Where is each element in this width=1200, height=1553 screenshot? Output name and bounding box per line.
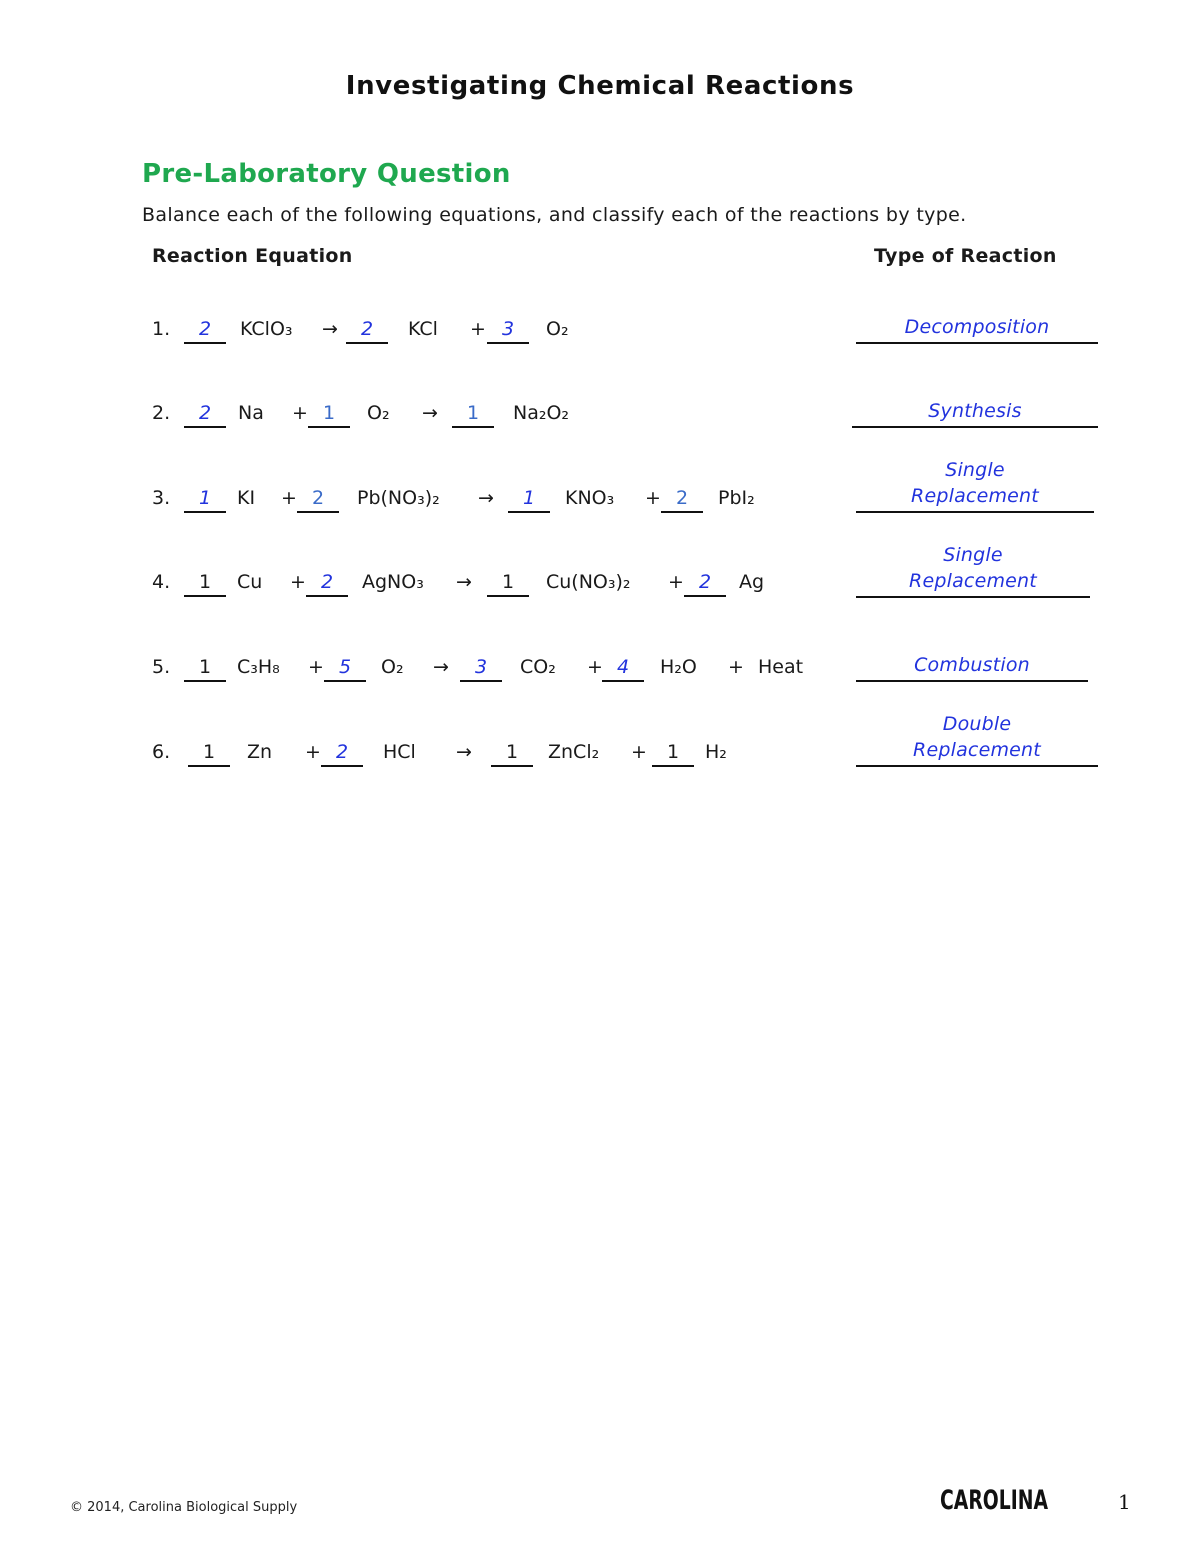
coefficient-blank[interactable]: [184, 318, 226, 344]
coefficient-blank[interactable]: [487, 571, 529, 597]
plus-sign: +: [470, 318, 486, 340]
coefficient-blank[interactable]: [324, 656, 366, 682]
coefficient-value: 4: [616, 656, 630, 678]
page-number: 1: [1118, 1490, 1131, 1514]
coefficient-value: 2: [675, 487, 689, 509]
reaction-type-answer: Replacement: [911, 485, 1039, 507]
reaction-type-answer: Single: [945, 459, 1005, 481]
column-header-type: Type of Reaction: [874, 245, 1057, 267]
coefficient-blank[interactable]: [487, 318, 529, 344]
reaction-type-blank[interactable]: [852, 424, 1098, 428]
reaction-type-blank[interactable]: [856, 340, 1098, 344]
coefficient-value: 1: [202, 741, 216, 763]
coefficient-value: 2: [698, 571, 712, 593]
plus-sign: +: [631, 741, 647, 763]
chemical-formula: ZnCl₂: [548, 741, 600, 763]
reaction-type-answer: Replacement: [913, 739, 1041, 761]
reaction-type-answer: Single: [943, 544, 1003, 566]
reaction-type-answer: Replacement: [909, 570, 1037, 592]
page-title: Investigating Chemical Reactions: [345, 71, 855, 101]
chemical-formula: O₂: [381, 656, 404, 678]
coefficient-value: 1: [466, 402, 480, 424]
reaction-type-blank[interactable]: [856, 763, 1098, 767]
chemical-formula: Na: [238, 402, 264, 424]
plus-sign: +: [308, 656, 324, 678]
coefficient-value: 2: [320, 571, 334, 593]
coefficient-blank[interactable]: [661, 487, 703, 513]
coefficient-value: 1: [322, 402, 336, 424]
coefficient-blank[interactable]: [184, 571, 226, 597]
coefficient-value: 1: [522, 487, 536, 509]
coefficient-blank[interactable]: [308, 402, 350, 428]
yields-arrow: →: [478, 487, 494, 509]
yields-arrow: →: [456, 741, 472, 763]
chemical-formula: Zn: [247, 741, 273, 763]
plus-sign: +: [645, 487, 661, 509]
reaction-type-answer: Double: [942, 713, 1012, 735]
coefficient-value: 1: [198, 571, 212, 593]
reaction-number: 4.: [152, 571, 171, 593]
coefficient-blank[interactable]: [684, 571, 726, 597]
chemical-formula: KClO₃: [240, 318, 293, 340]
coefficient-blank[interactable]: [452, 402, 494, 428]
chemical-formula: HCl: [383, 741, 416, 763]
coefficient-value: 3: [474, 656, 488, 678]
yields-arrow: →: [456, 571, 472, 593]
plus-sign: +: [668, 571, 684, 593]
coefficient-blank[interactable]: [508, 487, 550, 513]
coefficient-blank[interactable]: [297, 487, 339, 513]
plus-sign: +: [587, 656, 603, 678]
chemical-formula: AgNO₃: [362, 571, 424, 593]
chemical-formula: KCl: [408, 318, 438, 340]
chemical-formula: Na₂O₂: [513, 402, 570, 424]
chemical-formula: PbI₂: [718, 487, 755, 509]
coefficient-value: 2: [360, 318, 374, 340]
column-header-equation: Reaction Equation: [152, 245, 353, 267]
coefficient-blank[interactable]: [460, 656, 502, 682]
reaction-number: 2.: [152, 402, 171, 424]
chemical-formula: Ag: [739, 571, 765, 593]
yields-arrow: →: [433, 656, 449, 678]
yields-arrow: →: [422, 402, 438, 424]
chemical-formula: O₂: [367, 402, 390, 424]
coefficient-value: 1: [505, 741, 519, 763]
coefficient-blank[interactable]: [652, 741, 694, 767]
reaction-type-answer: Combustion: [914, 654, 1030, 676]
coefficient-blank[interactable]: [321, 741, 363, 767]
coefficient-value: 2: [335, 741, 349, 763]
coefficient-value: 3: [501, 318, 515, 340]
reaction-type-blank[interactable]: [856, 594, 1090, 598]
plus-sign: +: [305, 741, 321, 763]
chemical-formula: Heat: [758, 656, 804, 678]
copyright-footer: © 2014, Carolina Biological Supply: [70, 1500, 298, 1515]
plus-sign: +: [281, 487, 297, 509]
chemical-formula: H₂: [705, 741, 727, 763]
reaction-type-answer: Decomposition: [904, 316, 1050, 338]
yields-arrow: →: [322, 318, 338, 340]
reaction-type-answer: Synthesis: [928, 400, 1022, 422]
section-heading: Pre-Laboratory Question: [142, 159, 511, 189]
chemical-formula: Pb(NO₃)₂: [357, 487, 440, 509]
carolina-logo-text: CAROLINA: [940, 1485, 1049, 1516]
coefficient-blank[interactable]: [602, 656, 644, 682]
reaction-number: 1.: [152, 318, 171, 340]
chemical-formula: Cu(NO₃)₂: [546, 571, 631, 593]
coefficient-value: 1: [666, 741, 680, 763]
coefficient-value: 2: [198, 402, 212, 424]
coefficient-blank[interactable]: [306, 571, 348, 597]
reaction-number: 5.: [152, 656, 171, 678]
coefficient-value: 1: [198, 487, 212, 509]
plus-sign: +: [728, 656, 744, 678]
chemical-formula: KI: [237, 487, 256, 509]
coefficient-blank[interactable]: [184, 656, 226, 682]
chemical-formula: CO₂: [520, 656, 556, 678]
plus-sign: +: [290, 571, 306, 593]
chemical-formula: C₃H₈: [237, 656, 280, 678]
coefficient-blank[interactable]: [184, 487, 226, 513]
coefficient-blank[interactable]: [184, 402, 226, 428]
chemical-formula: H₂O: [660, 656, 697, 678]
coefficient-value: 1: [198, 656, 212, 678]
coefficient-blank[interactable]: [188, 741, 230, 767]
reaction-type-blank[interactable]: [856, 509, 1094, 513]
coefficient-value: 2: [311, 487, 325, 509]
coefficient-value: 2: [198, 318, 212, 340]
coefficient-value: 5: [338, 656, 352, 678]
instructions-text: Balance each of the following equations, and classify each of the reactions by type.: [142, 204, 967, 226]
carolina-logo: [940, 1482, 1052, 1514]
chemical-formula: O₂: [546, 318, 569, 340]
reaction-type-blank[interactable]: [856, 678, 1088, 682]
coefficient-blank[interactable]: [346, 318, 388, 344]
reaction-number: 3.: [152, 487, 171, 509]
reaction-number: 6.: [152, 741, 171, 763]
chemical-formula: KNO₃: [565, 487, 615, 509]
chemical-formula: Cu: [237, 571, 263, 593]
coefficient-blank[interactable]: [491, 741, 533, 767]
plus-sign: +: [292, 402, 308, 424]
coefficient-value: 1: [501, 571, 515, 593]
